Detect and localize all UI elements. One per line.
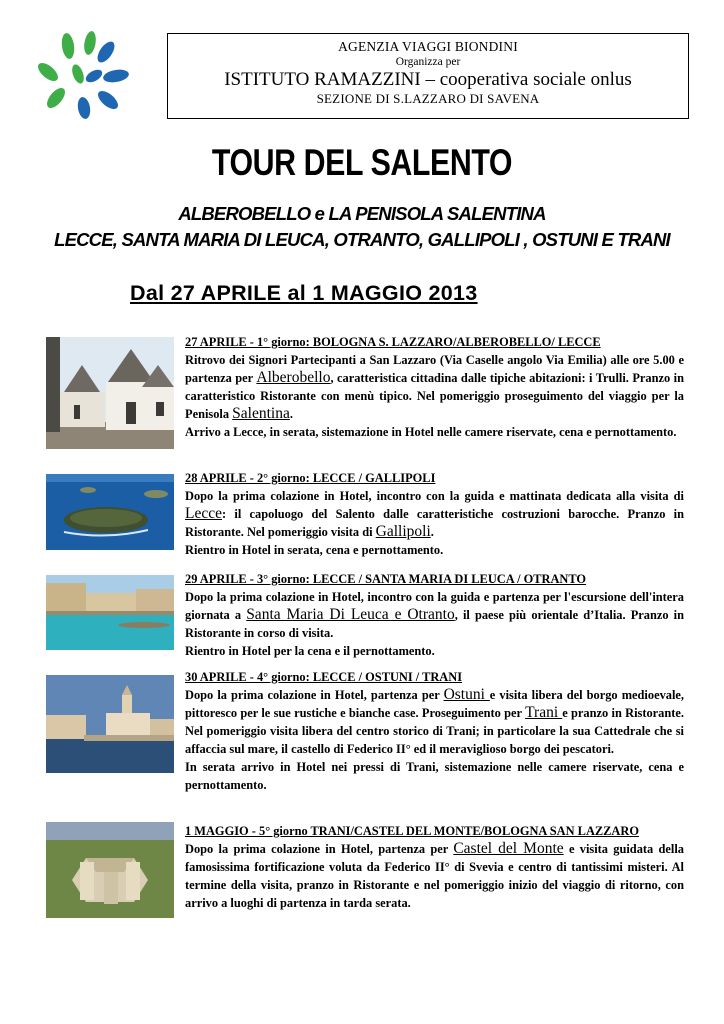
logo [34, 30, 134, 120]
day-4-itinerary [185, 668, 684, 794]
agency-name: AGENZIA VIAGGI BIONDINI [338, 39, 518, 54]
day-3-text-a: Dopo la prima colazione in Hotel, incontro con la guida e partenza per l'escursione dell'intera giornata a [185, 590, 684, 622]
day-5-text-b: e visita guidata della famosissima fortificazione voluta da Federico II° di Svevia e centro di tantissimi misteri. Al termine della visita, pranzo in Ristorante e nel pomeriggio inizio del viaggio di ritorno, con arrivo a luoghi di partenza in tarda serata. [185, 842, 684, 910]
day-2-text-b: : il capoluogo del Salento dalle caratteristiche costruzioni barocche. Pranzo in Ristorante. Nel pomeriggio visita di [185, 507, 684, 539]
day-2-place-1: Lecce [185, 505, 222, 522]
day-4-heading: 30 APRILE - 4° giorno: LECCE / OSTUNI / TRANI [185, 670, 463, 684]
day-2-itinerary [185, 469, 684, 559]
day-5-heading: 1 MAGGIO - 5° giorno TRANI/CASTEL DEL MONTE/BOLOGNA SAN LAZZARO [185, 824, 639, 838]
day-3-heading: 29 APRILE - 3° giorno: LECCE / SANTA MARIA DI LEUCA / OTRANTO [185, 572, 587, 586]
day-2-place-2: Gallipoli [375, 523, 431, 540]
day-4-place-2: Trani [525, 704, 563, 721]
header-box [167, 33, 689, 119]
page-title: TOUR DEL SALENTO [211, 142, 513, 183]
day-4-text-d: In serata arrivo in Hotel nei pressi di Trani, sistemazione nelle camere riservate, cena e pernottamento. [185, 760, 684, 792]
day-3-text-d: Rientro in Hotel per la cena e il pernottamento. [185, 644, 435, 658]
day-4-place-1: Ostuni [443, 686, 490, 703]
day-5-place-1: Castel del Monte [453, 840, 564, 857]
day-1-text-b: , caratteristica cittadina dalle tipiche abitazioni: i Trulli. Pranzo in caratteristico Ristorante con menù tipico. Nel pomeriggio proseguimento del viaggio per la Penisola [185, 371, 684, 421]
day-4-text-a: Dopo la prima colazione in Hotel, partenza per [185, 688, 444, 702]
institute-name: ISTITUTO RAMAZZINI – cooperativa sociale onlus [224, 69, 632, 90]
day-3-itinerary [185, 570, 684, 660]
subtitle-line-1: ALBEROBELLO e LA PENISOLA SALENTINA [178, 203, 546, 224]
organized-by: Organizza per [395, 56, 461, 68]
photo-gallipoli [46, 474, 174, 550]
day-1-itinerary [185, 333, 684, 441]
day-2-text-d: Rientro in Hotel in serata, cena e pernottamento. [185, 543, 444, 557]
subtitle-line-2: LECCE, SANTA MARIA DI LEUCA, OTRANTO, GALLIPOLI , OSTUNI E TRANI [54, 229, 670, 250]
photo-alberobello [46, 337, 174, 449]
section-name: SEZIONE DI S.LAZZARO DI SAVENA [316, 91, 540, 106]
day-2-text-a: Dopo la prima colazione in Hotel, incontro con la guida e mattinata dedicata alla visita di [185, 489, 684, 503]
day-3-place-1: Santa Maria Di Leuca e Otranto [246, 606, 455, 623]
day-1-place-2: Salentina [232, 405, 290, 422]
photo-leuca-otranto [46, 575, 174, 650]
photo-trani [46, 675, 174, 773]
day-1-heading: 27 APRILE - 1° giorno: BOLOGNA S. LAZZARO/ALBEROBELLO/ LECCE [185, 335, 601, 349]
day-1-text-a: Ritrovo dei Signori Partecipanti a San Lazzaro (Via Caselle angolo Via Emilia) alle ore 5.00 e partenza per [185, 353, 684, 385]
day-1-text-c: . [289, 407, 293, 421]
day-4-text-c: e pranzo in Ristorante. Nel pomeriggio visita libera del centro storico di Trani; in particolare la sua Cattedrale che si affaccia sul mare, il castello di Federico II° ed il meraviglioso borgo dei pescatori. [185, 706, 684, 756]
day-1-text-d: Arrivo a Lecce, in serata, sistemazione in Hotel nelle camere riservate, cena e pernottamento. [185, 425, 677, 439]
day-2-heading: 28 APRILE - 2° giorno: LECCE / GALLIPOLI [185, 471, 436, 485]
day-2-text-c: . [430, 525, 434, 539]
day-1-place-1: Alberobello [256, 369, 331, 386]
day-4-text-b: e visita libera del borgo medioevale, pittoresco per le sue rustiche e bianche case. Proseguimento per [185, 688, 684, 720]
day-3-text-b: , il paese più orientale d’Italia. Pranzo in Ristorante in corso di visita. [185, 608, 684, 640]
day-5-text-a: Dopo la prima colazione in Hotel, partenza per [185, 842, 454, 856]
day-5-itinerary [185, 822, 684, 912]
tour-dates: Dal 27 APRILE al 1 MAGGIO 2013 [130, 281, 478, 305]
photo-castel-del-monte [46, 822, 174, 918]
